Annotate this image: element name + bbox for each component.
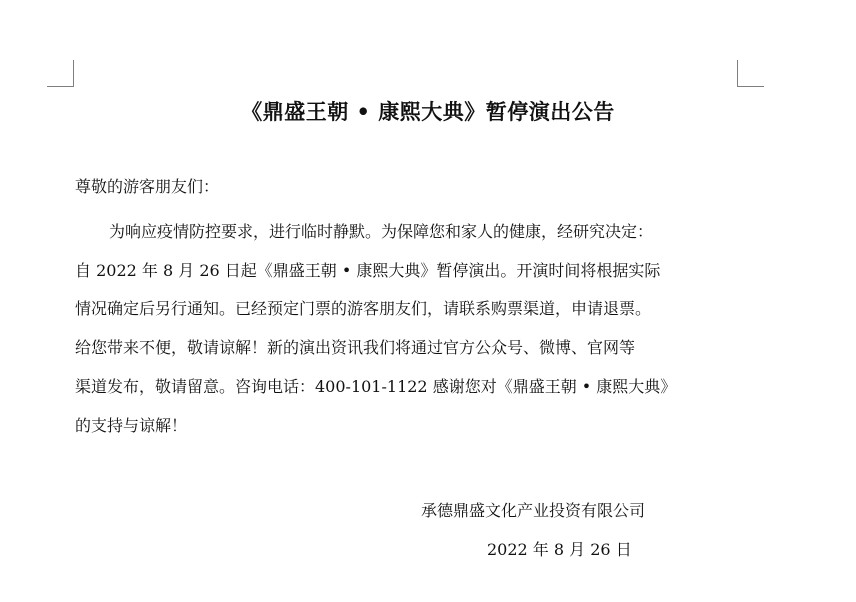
- page-corner-mark-left: [47, 60, 74, 87]
- page-corner-mark-right: [737, 60, 764, 87]
- notice-date: 2022 年 8 月 26 日: [487, 540, 632, 559]
- body-line-2: 自 2022 年 8 月 26 日起《鼎盛王朝 • 康熙大典》暂停演出。开演时间将根据实际: [75, 261, 661, 280]
- signer-company: 承德鼎盛文化产业投资有限公司: [421, 501, 646, 520]
- body-line-4: 给您带来不便，敬请谅解！新的演出资讯我们将通过官方公众号、微博、官网等: [75, 338, 636, 357]
- body-line-1: 为响应疫情防控要求，进行临时静默。为保障您和家人的健康，经研究决定：: [109, 222, 654, 241]
- body-line-6: 的支持与谅解！: [75, 416, 188, 435]
- body-line-3: 情况确定后另行通知。已经预定门票的游客朋友们，请联系购票渠道，申请退票。: [75, 299, 652, 318]
- greeting-line: 尊敬的游客朋友们：: [75, 177, 220, 196]
- body-line-5: 渠道发布，敬请留意。咨询电话：400-101-1122 感谢您对《鼎盛王朝 • 康熙大典》: [75, 377, 677, 396]
- notice-title: 《鼎盛王朝 • 康熙大典》暂停演出公告: [241, 99, 615, 124]
